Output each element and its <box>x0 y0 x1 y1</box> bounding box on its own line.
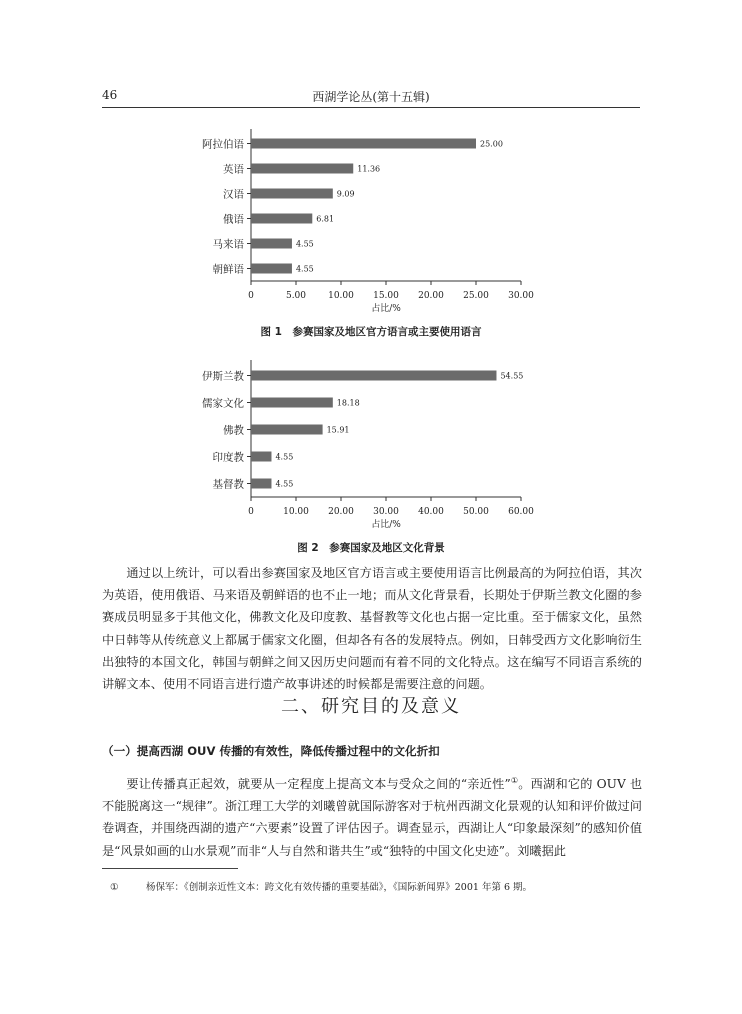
x-axis-label: 占比/% <box>371 304 401 314</box>
data-label: 54.55 <box>500 371 524 381</box>
x-tick-label: 10.00 <box>283 507 309 517</box>
category-label: 英语 <box>223 163 244 176</box>
data-label: 9.09 <box>336 189 355 199</box>
page-number: 46 <box>102 88 118 102</box>
x-tick-label: 5.00 <box>285 291 307 301</box>
x-tick-label: 20.00 <box>418 291 444 301</box>
section-title: 二、研究目的及意义 <box>281 696 461 717</box>
x-tick-label: 30.00 <box>373 507 399 517</box>
bar <box>251 425 323 435</box>
bar <box>251 479 271 489</box>
data-label: 18.18 <box>336 398 360 408</box>
bar <box>251 371 496 381</box>
bar <box>251 398 333 408</box>
footnote-reference[interactable]: ① <box>510 776 519 785</box>
data-label: 4.55 <box>295 239 314 249</box>
bar <box>251 239 292 249</box>
x-tick-label: 60.00 <box>508 507 534 517</box>
x-tick-label: 40.00 <box>418 507 444 517</box>
x-tick-label: 20.00 <box>328 507 354 517</box>
body-paragraph: 通过以上统计，可以看出参赛国家及地区官方语言或主要使用语言比例最高的为阿拉伯语，其次为英语，使用俄语、马来语及朝鲜语的也不止一地；而从文化背景看，长期处于伊斯兰教文化圈的参赛成员明显多于其他文化，佛教文化及印度教、基督教等文化也占据一定比重。至于儒家文化，虽然中日韩等从传统意义上都属于儒家文化圈，但却各有各的发展特点。例如，日韩受西方文化影响衍生出独特的本国文化，韩国与朝鲜之间又因历史问题而有着不同的文化特点。这在编写不同语言系统的讲解文本、使用不同语言进行遗产故事讲述的时候都是需要注意的问题。 <box>102 566 642 692</box>
category-label: 汉语 <box>223 188 244 201</box>
figure-2-caption: 图 2 参赛国家及地区文化背景 <box>297 542 445 554</box>
bar <box>251 139 476 149</box>
paragraph-text: 。西湖和它的 OUV 也不能脱离这一“规律”。浙江理工大学的刘曦曾就国际游客对于杭州西湖文化景观的认知和评价做过问卷调查，并围绕西湖的遗产“六要素”设置了评估因子。调查显示，西湖让人“印象最深刻”的感知价值是“风景如画的山水景观”而非“人与自然和谐共生”或“独特的中国文化史迹”。刘曦据此 <box>102 777 643 858</box>
subsection-heading: （一）提高西湖 OUV 传播的有效性，降低传播过程中的文化折扣 <box>102 744 440 758</box>
footnote-rule <box>102 868 238 869</box>
data-label: 4.55 <box>275 452 294 462</box>
bar <box>251 164 353 174</box>
x-tick-label: 25.00 <box>463 291 489 301</box>
category-label: 儒家文化 <box>202 397 244 410</box>
category-label: 伊斯兰教 <box>202 370 244 383</box>
bar <box>251 189 333 199</box>
category-label: 基督教 <box>212 478 244 491</box>
running-title: 西湖学论丛(第十五辑) <box>312 90 430 104</box>
bar <box>251 214 312 224</box>
data-label: 4.55 <box>295 264 314 274</box>
x-tick-label: 0 <box>248 507 254 517</box>
x-tick-label: 30.00 <box>508 291 534 301</box>
data-label: 6.81 <box>316 214 335 224</box>
category-label: 阿拉伯语 <box>202 138 244 151</box>
running-header <box>102 88 640 106</box>
data-label: 15.91 <box>326 425 350 435</box>
data-label: 25.00 <box>480 139 503 149</box>
x-tick-label: 0 <box>248 291 254 301</box>
header-rule <box>102 107 640 108</box>
category-label: 佛教 <box>223 424 244 437</box>
bar <box>251 452 271 462</box>
footnote-text: 杨保军：《创制亲近性文本：跨文化有效传播的重要基础》，《国际新闻界》2001 年第 6 期。 <box>146 882 533 893</box>
body-paragraph-2 <box>102 770 642 862</box>
category-label: 马来语 <box>212 238 244 251</box>
x-tick-label: 10.00 <box>328 291 354 301</box>
data-label: 4.55 <box>275 479 294 489</box>
footnote <box>102 879 642 893</box>
x-axis-label: 占比/% <box>371 520 401 530</box>
paragraph-text: 要让传播真正起效，就要从一定程度上提高文本与受众之间的“亲近性” <box>126 777 511 792</box>
footnote-mark: ① <box>110 882 119 893</box>
x-tick-label: 50.00 <box>463 507 489 517</box>
category-label: 印度教 <box>212 451 244 464</box>
bar <box>251 264 292 274</box>
figure-1-bar-chart <box>0 120 742 320</box>
data-label: 11.36 <box>357 164 381 174</box>
figure-2-bar-chart <box>0 355 742 535</box>
category-label: 俄语 <box>223 213 244 226</box>
category-label: 朝鲜语 <box>212 263 244 276</box>
x-tick-label: 15.00 <box>373 291 399 301</box>
figure-1-caption: 图 1 参赛国家及地区官方语言或主要使用语言 <box>260 326 482 338</box>
